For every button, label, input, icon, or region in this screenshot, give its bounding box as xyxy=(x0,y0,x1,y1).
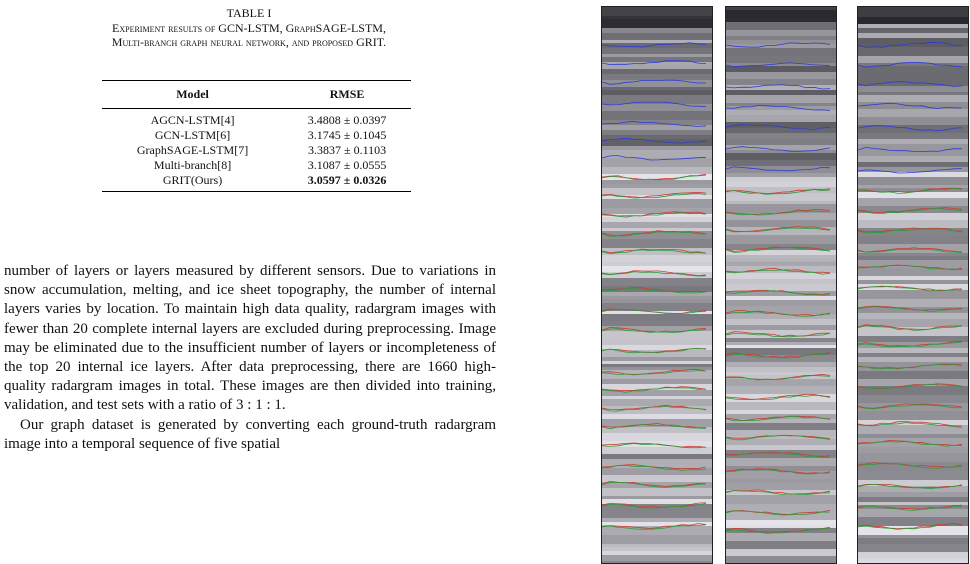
radar-band xyxy=(602,188,712,195)
radar-band xyxy=(726,72,836,79)
radar-band xyxy=(602,361,712,364)
cell-rmse: 3.1087 ± 0.0555 xyxy=(307,158,387,172)
radar-band xyxy=(858,552,968,558)
radar-band xyxy=(726,362,836,367)
radar-band xyxy=(602,167,712,174)
radar-band xyxy=(726,338,836,342)
radar-band xyxy=(726,471,836,479)
radar-band xyxy=(602,518,712,522)
radar-band xyxy=(726,342,836,345)
radargram-panel-1 xyxy=(601,6,713,564)
radar-band xyxy=(726,410,836,414)
radar-band xyxy=(858,198,968,206)
table-row xyxy=(102,158,411,173)
radar-band xyxy=(726,512,836,520)
radar-band xyxy=(726,36,836,40)
radar-band xyxy=(602,184,712,188)
radar-band xyxy=(726,166,836,173)
radar-band xyxy=(726,255,836,259)
radar-band xyxy=(602,262,712,266)
radar-band xyxy=(726,56,836,63)
radargram-panel-3 xyxy=(857,6,969,564)
radar-band xyxy=(602,135,712,139)
radar-band xyxy=(858,327,968,336)
radar-band xyxy=(602,57,712,62)
radar-band xyxy=(858,276,968,280)
radar-band xyxy=(726,402,836,410)
radar-band xyxy=(858,177,968,185)
cell-model: GCN-LSTM[6] xyxy=(154,128,231,142)
radar-band xyxy=(602,468,712,475)
radar-band xyxy=(858,280,968,284)
radar-band xyxy=(602,551,712,555)
radar-band xyxy=(602,299,712,303)
radar-band xyxy=(858,12,968,17)
radar-band xyxy=(726,300,836,306)
radar-band xyxy=(602,296,712,299)
radar-band xyxy=(858,492,968,497)
radar-band xyxy=(858,447,968,453)
cell-rmse: 3.4808 ± 0.0397 xyxy=(307,113,387,127)
radar-band xyxy=(726,193,836,201)
radar-band xyxy=(726,458,836,466)
radar-band xyxy=(726,296,836,300)
table-header-row xyxy=(102,81,411,109)
radar-band xyxy=(602,357,712,361)
radar-band xyxy=(726,181,836,187)
paragraph-2: Our graph dataset is generated by converting each ground-truth radargram image into a temporal sequence of five spatial xyxy=(4,416,496,452)
radar-band xyxy=(602,158,712,167)
radar-band xyxy=(602,364,712,367)
radar-band xyxy=(602,459,712,468)
radar-band xyxy=(858,109,968,117)
radar-band xyxy=(726,139,836,145)
radar-band xyxy=(858,133,968,139)
radar-band xyxy=(726,145,836,150)
radar-band xyxy=(602,74,712,80)
radar-band xyxy=(858,38,968,47)
radar-band xyxy=(858,144,968,152)
radar-band xyxy=(726,220,836,227)
radar-band xyxy=(602,180,712,184)
table-row xyxy=(102,128,411,143)
radar-band xyxy=(726,414,836,419)
radar-band xyxy=(726,18,836,22)
radar-band xyxy=(602,150,712,158)
radar-band xyxy=(726,22,836,30)
radar-band xyxy=(602,19,712,28)
radar-band xyxy=(602,54,712,57)
radar-band xyxy=(858,538,968,544)
table-row xyxy=(102,143,411,158)
radar-band xyxy=(602,396,712,399)
radar-band xyxy=(858,480,968,486)
radar-band xyxy=(858,17,968,24)
radar-band xyxy=(858,253,968,256)
cell-model: Multi-branch[8] xyxy=(153,158,232,172)
header-rmse: RMSE xyxy=(283,81,411,109)
radar-band xyxy=(602,544,712,547)
radar-band xyxy=(602,314,712,321)
radar-band xyxy=(726,549,836,556)
radar-band xyxy=(726,235,836,244)
radar-band xyxy=(858,77,968,86)
radar-band xyxy=(858,117,968,125)
radar-band xyxy=(858,69,968,77)
radar-band xyxy=(858,185,968,188)
radar-band xyxy=(726,284,836,291)
table-caption xyxy=(0,21,498,49)
radar-band xyxy=(858,47,968,56)
radar-band xyxy=(602,379,712,384)
radar-band xyxy=(726,30,836,36)
radar-band xyxy=(726,279,836,284)
radar-band xyxy=(858,544,968,552)
radar-band xyxy=(602,139,712,146)
radar-band xyxy=(726,133,836,139)
radar-band xyxy=(726,423,836,430)
radar-band xyxy=(602,475,712,482)
radar-band xyxy=(602,33,712,40)
radar-band xyxy=(602,217,712,222)
radar-band xyxy=(726,355,836,362)
radar-band xyxy=(602,419,712,427)
radar-band xyxy=(602,414,712,419)
cell-rmse-best: 3.0597 ± 0.0326 xyxy=(283,173,411,192)
table-caption-line-1: Experiment results of GCN-LSTM, GraphSAGE-LSTM, xyxy=(112,21,386,35)
radar-band xyxy=(602,433,712,441)
radar-band xyxy=(726,213,836,220)
radar-band xyxy=(726,259,836,262)
header-model: Model xyxy=(102,81,283,109)
radar-band xyxy=(602,130,712,135)
radar-band xyxy=(858,348,968,353)
radar-band xyxy=(602,28,712,33)
radar-band xyxy=(602,555,712,561)
radar-band xyxy=(726,95,836,103)
radar-band xyxy=(726,177,836,181)
radar-band xyxy=(858,206,968,213)
radar-band xyxy=(726,153,836,160)
radar-band xyxy=(726,445,836,450)
radar-band xyxy=(858,102,968,106)
radar-band xyxy=(602,90,712,95)
radar-band xyxy=(858,357,968,362)
radar-band xyxy=(858,411,968,420)
radar-band xyxy=(602,255,712,262)
radar-band xyxy=(858,453,968,462)
radar-band xyxy=(602,146,712,150)
radar-band xyxy=(858,28,968,33)
radar-band xyxy=(858,535,968,538)
radar-band xyxy=(858,395,968,403)
radar-band xyxy=(858,371,968,379)
radar-band xyxy=(602,222,712,228)
radar-band xyxy=(858,517,968,526)
radar-band xyxy=(602,340,712,345)
radar-band xyxy=(726,10,836,18)
table-label: TABLE I xyxy=(226,6,272,20)
radar-band xyxy=(602,321,712,326)
radar-band xyxy=(858,152,968,156)
radar-band xyxy=(602,69,712,74)
radar-band xyxy=(602,125,712,130)
radar-band xyxy=(726,520,836,525)
radar-band xyxy=(726,110,836,115)
radargram-image-1 xyxy=(602,7,712,563)
radar-band xyxy=(726,79,836,85)
table-row xyxy=(102,173,411,192)
cell-rmse: 3.1745 ± 0.1045 xyxy=(307,128,387,142)
radar-band xyxy=(858,256,968,260)
radar-band xyxy=(726,541,836,549)
radar-band xyxy=(858,386,968,395)
radar-band xyxy=(726,556,836,561)
radar-band xyxy=(858,156,968,162)
radar-band xyxy=(726,533,836,541)
results-table xyxy=(102,80,411,192)
radar-band xyxy=(858,167,968,172)
radar-band xyxy=(602,199,712,208)
radar-band xyxy=(602,40,712,43)
radar-band xyxy=(726,345,836,348)
radar-band xyxy=(858,236,968,244)
radar-band xyxy=(858,313,968,319)
radargram-image-2 xyxy=(726,7,836,563)
table-caption-line-2: Multi-branch graph neural network, and proposed GRIT. xyxy=(111,35,387,49)
cell-model: GRIT(Ours) xyxy=(102,173,283,192)
radar-band xyxy=(858,95,968,102)
radar-band xyxy=(858,434,968,438)
radar-band xyxy=(858,139,968,144)
radar-band xyxy=(858,162,968,167)
radar-band xyxy=(726,379,836,386)
radar-band xyxy=(858,471,968,480)
radar-band xyxy=(858,7,968,12)
radar-band xyxy=(858,502,968,505)
radar-band xyxy=(602,16,712,19)
radar-band xyxy=(726,48,836,56)
radar-band xyxy=(858,362,968,371)
radar-band xyxy=(726,483,836,490)
radar-band xyxy=(602,278,712,286)
radar-band xyxy=(602,269,712,272)
radar-band xyxy=(858,92,968,95)
radar-band xyxy=(858,220,968,228)
radar-band xyxy=(602,95,712,104)
radar-band xyxy=(602,454,712,459)
radar-band xyxy=(726,386,836,394)
radar-band xyxy=(602,120,712,125)
radar-band xyxy=(602,399,712,406)
radar-band xyxy=(602,535,712,544)
radar-band xyxy=(726,201,836,204)
radar-band xyxy=(726,66,836,72)
radar-band xyxy=(726,262,836,266)
radar-band xyxy=(726,525,836,528)
paragraph-1: number of layers or layers measured by different sensors. Due to variations in snow accumulation, melting, and ice sheet topography, the number of internal layers varies by location. To maintain high data quality, radargram images with fewer than 20 complete internal layers are excluded during preprocessing. Image may be eliminated due to the insufficient number of layers or incompleteness of the top 20 internal ice layers. After data preprocessing, there are 1660 high-quality radargram images in total. These images are then divided into training, validation, and test sets with a ratio of 3 : 1 : 1. xyxy=(4,263,496,414)
radar-band xyxy=(858,353,968,357)
radargram-panel-2 xyxy=(725,6,837,564)
radar-band xyxy=(602,111,712,120)
radar-band xyxy=(602,266,712,269)
radar-band xyxy=(602,511,712,518)
radar-band xyxy=(726,325,836,330)
radar-band xyxy=(726,160,836,166)
radar-band xyxy=(602,65,712,69)
radar-band xyxy=(726,103,836,106)
radar-band xyxy=(602,488,712,496)
cell-rmse: 3.3837 ± 0.1103 xyxy=(307,143,387,157)
table-row xyxy=(102,109,411,129)
radar-band xyxy=(602,87,712,90)
radar-band xyxy=(726,90,836,95)
radar-band xyxy=(858,86,968,92)
radar-band xyxy=(858,213,968,220)
radar-band xyxy=(726,367,836,372)
body-text xyxy=(4,262,496,454)
radar-band xyxy=(858,24,968,28)
radar-band xyxy=(726,115,836,122)
radar-band xyxy=(602,48,712,54)
radar-band xyxy=(602,104,712,111)
cell-model: AGCN-LSTM[4] xyxy=(150,113,235,127)
radar-band xyxy=(726,319,836,325)
radar-band xyxy=(602,547,712,551)
radar-band xyxy=(858,33,968,38)
radar-band xyxy=(726,173,836,177)
radar-band xyxy=(602,496,712,499)
radar-band xyxy=(726,495,836,504)
cell-model: GraphSAGE-LSTM[7] xyxy=(136,143,249,157)
radar-band xyxy=(858,192,968,198)
radar-band xyxy=(726,479,836,483)
radar-band xyxy=(858,336,968,342)
radar-band xyxy=(858,558,968,561)
radargram-image-3 xyxy=(858,7,968,563)
radar-band xyxy=(602,239,712,248)
radar-band xyxy=(602,7,712,16)
radar-band xyxy=(858,290,968,299)
radar-band xyxy=(726,7,836,10)
radar-band xyxy=(858,497,968,502)
radar-band xyxy=(858,56,968,63)
